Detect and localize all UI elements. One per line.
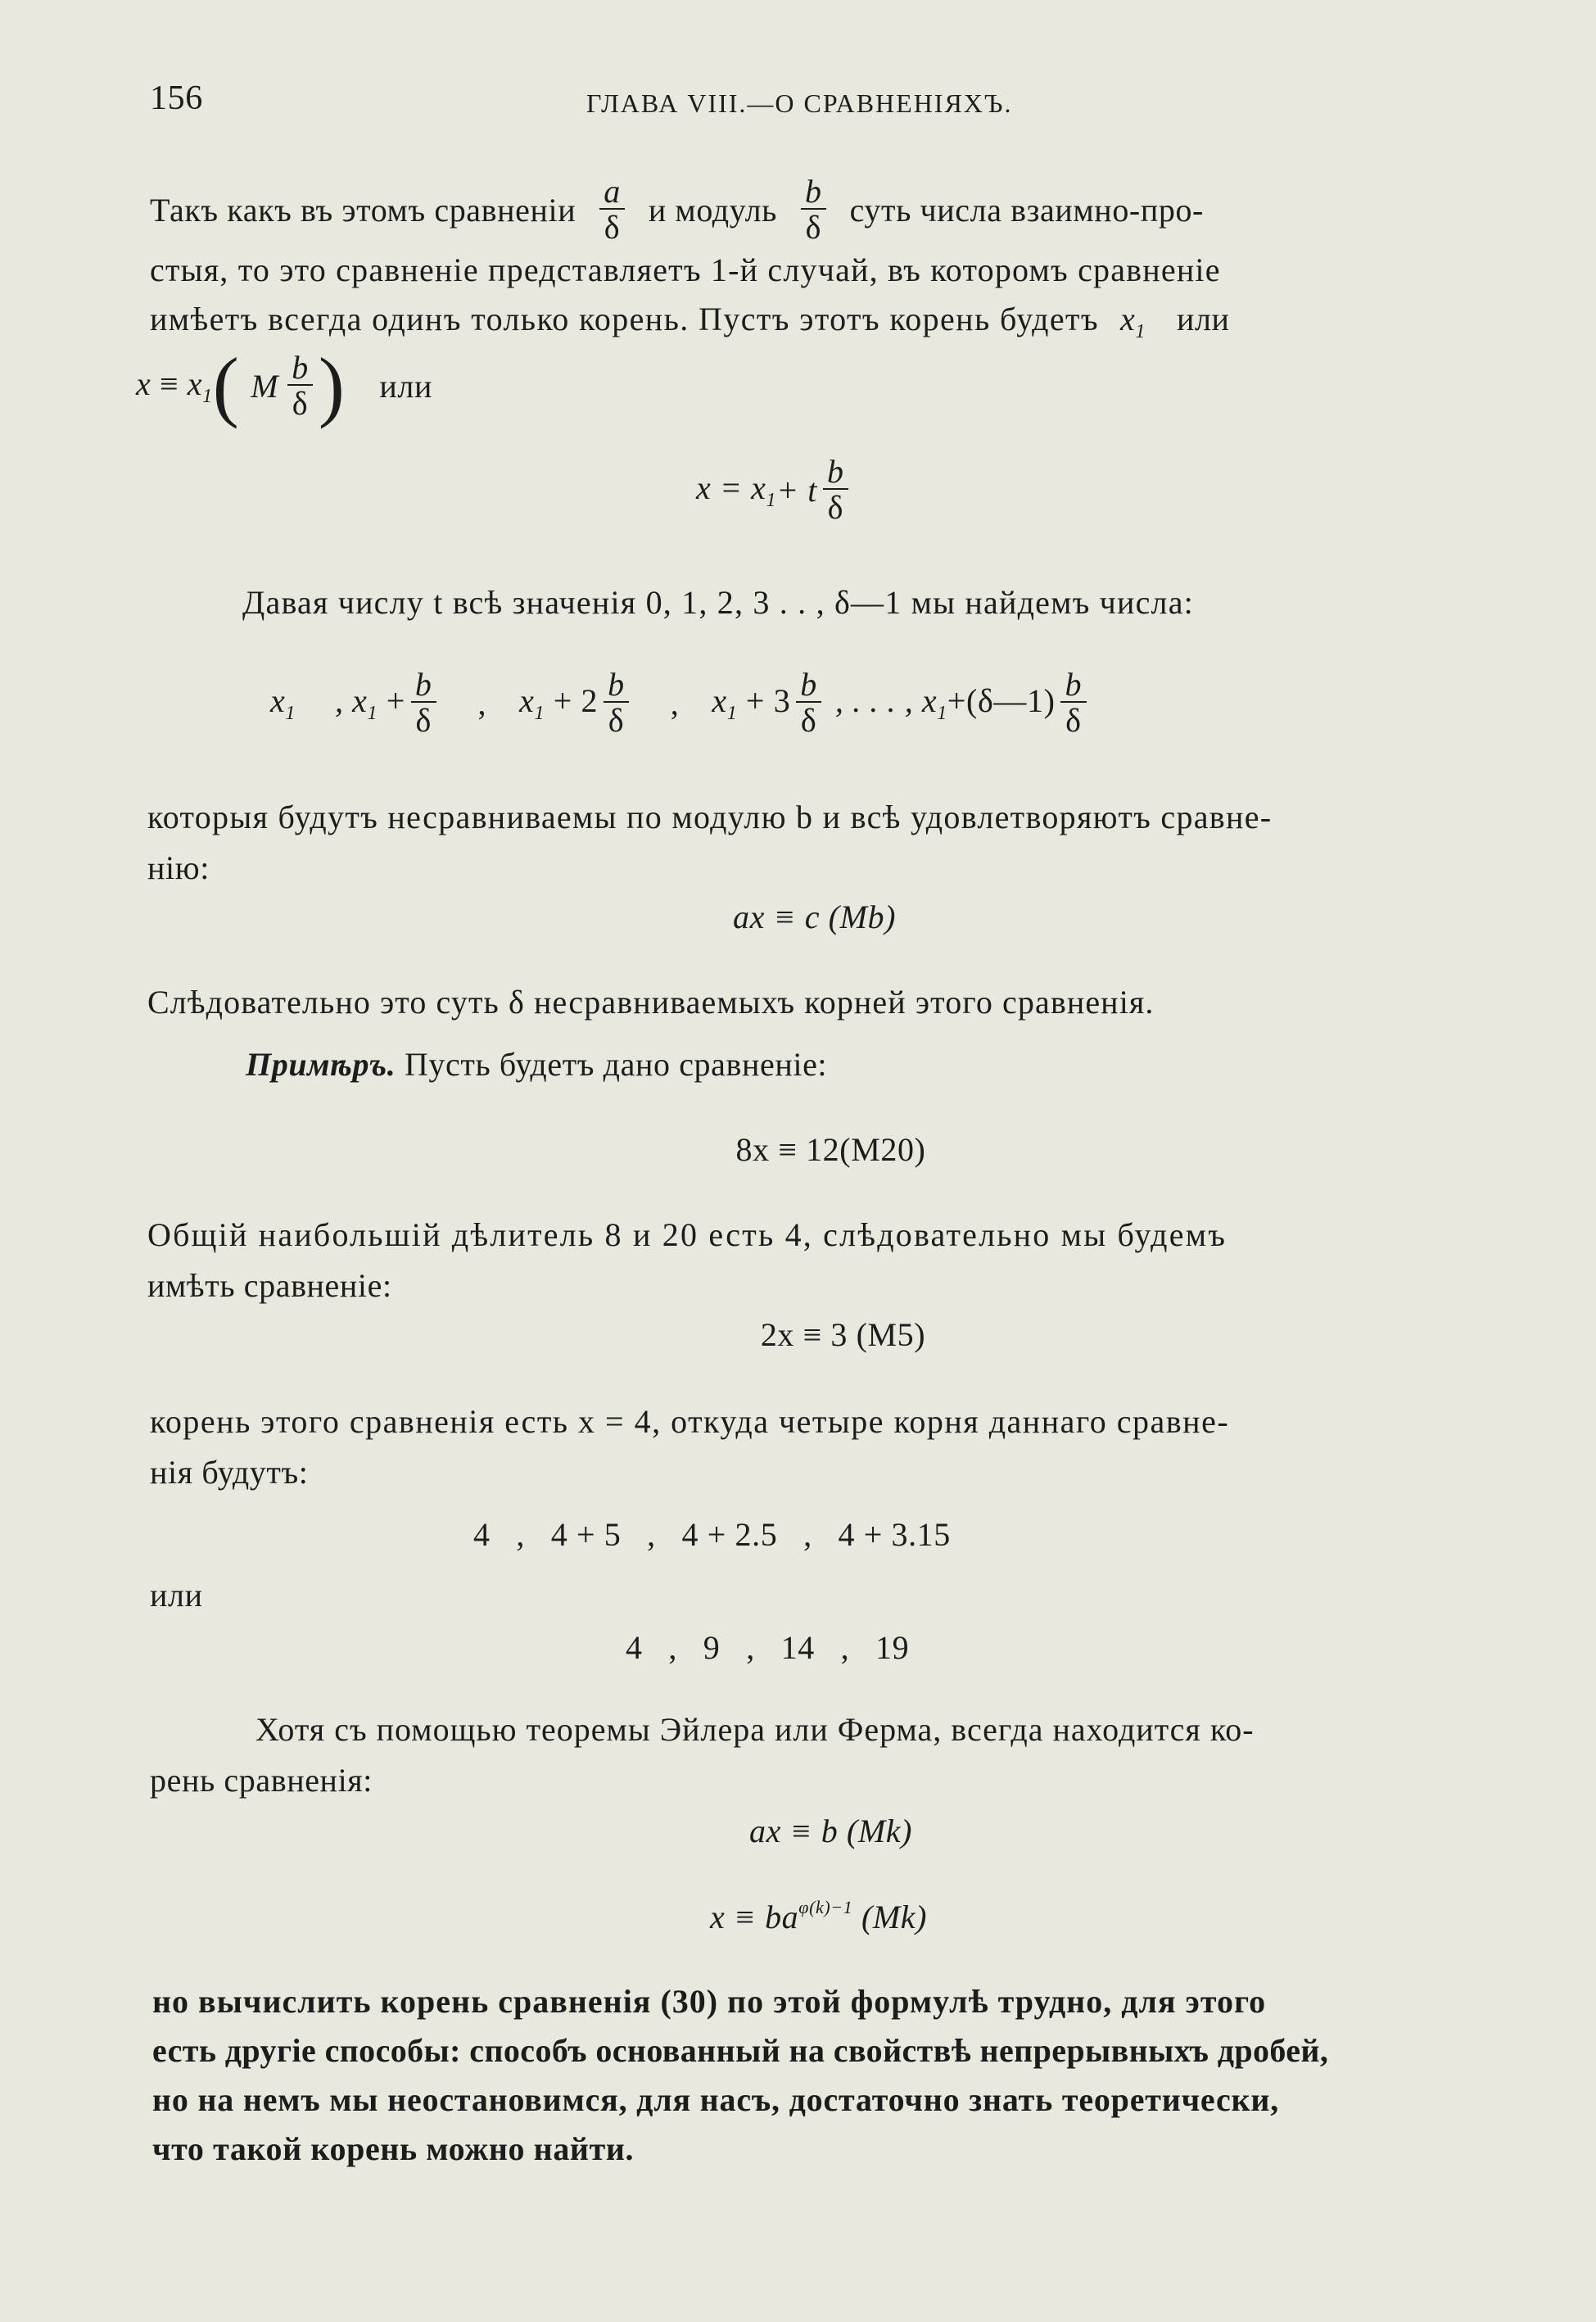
series-term-2 — [335, 681, 405, 725]
series-of-roots — [270, 662, 1092, 744]
paragraph-8-line-1: но вычислить корень сравненiя (30) по этой формулѣ трудно, для этого — [152, 1983, 1267, 2020]
comma: , — [477, 684, 487, 722]
paragraph-5-line-1: Общiй наибольшiй дѣлитель 8 и 20 есть 4, слѣдовательно мы будемъ — [147, 1216, 1228, 1253]
equation-2x: 2x ≡ 3 (M5) — [760, 1316, 926, 1353]
fraction-a-over-delta — [599, 175, 626, 244]
plus-sign: + — [745, 681, 766, 719]
paragraph-1-line-1 — [150, 170, 1204, 249]
congruence-lhs — [136, 364, 213, 408]
x1-symbol — [1120, 300, 1146, 343]
x-letter: x — [1120, 301, 1136, 337]
x-letter: x — [187, 364, 203, 402]
series-dots — [835, 681, 1056, 725]
subscript-one: 1 — [937, 702, 947, 724]
fraction-b-over-delta — [795, 668, 822, 737]
eq6-lhs: x ≡ ba — [709, 1899, 799, 1935]
series-term-2-text: , x — [334, 681, 368, 719]
p1-text-b: и модуль — [648, 191, 777, 229]
subscript-one: 1 — [726, 702, 738, 724]
right-paren: ) — [318, 342, 346, 429]
denominator-delta: δ — [823, 488, 848, 524]
numerator-b: b — [805, 173, 822, 210]
comma: , — [670, 684, 680, 722]
paragraph-1-line-2: стыя, то это сравненiе представляетъ 1-й случай, въ которомъ сравненiе — [150, 251, 1221, 288]
fraction-b-over-delta — [287, 351, 314, 420]
p1-line-3-tail: или — [1176, 301, 1230, 337]
fraction-b-over-delta — [800, 175, 827, 244]
series-term-1 — [270, 681, 296, 725]
paragraph-1-line-3 — [150, 300, 1230, 343]
eq1-lhs — [696, 468, 776, 512]
denominator-delta: δ — [604, 701, 629, 737]
roots-list-1: 4 , 4 + 5 , 4 + 2.5 , 4 + 3.15 — [473, 1516, 951, 1553]
p1-text-a: Такъ какъ въ этомъ сравненiи — [150, 191, 576, 229]
paragraph-4: Слѣдовательно это суть δ несравниваемыхъ корней этого сравненiя. — [147, 984, 1155, 1021]
p1-line-3-text: имѣетъ всегда одинъ только корень. Пустъ этотъ корень будетъ — [150, 301, 1099, 337]
numerator-b: b — [800, 666, 817, 703]
paragraph-8-line-4: что такой корень можно найти. — [152, 2130, 635, 2167]
or-text: или — [150, 1577, 203, 1614]
running-title: ГЛАВА VIII.—О СРАВНЕНIЯХЪ. — [586, 88, 1013, 118]
fraction-b-over-delta — [822, 455, 849, 524]
plus-sign: + — [553, 681, 572, 719]
p1-line-4-tail: или — [379, 367, 432, 405]
equation-ax-b-mk: ax ≡ b (Mk) — [748, 1813, 913, 1849]
equation-ax-c-mb: ax ≡ c (Mb) — [732, 898, 897, 935]
eq6-exponent: φ(k)−1 — [798, 1897, 853, 1917]
subscript-one: 1 — [766, 489, 777, 511]
plus-sign: + — [386, 681, 405, 719]
equation-8x: 8x ≡ 12(M20) — [735, 1131, 926, 1168]
subscript-one: 1 — [534, 702, 545, 724]
paragraph-8-line-2: есть другiе способы: способъ основанный на свойствѣ непрерывныхъ дробей, — [152, 2032, 1329, 2069]
eq1-lhs-text: x = x — [696, 468, 766, 506]
roots-list-2: 4 , 9 , 14 , 19 — [626, 1629, 910, 1666]
subscript-one: 1 — [367, 702, 378, 724]
left-paren: ( — [212, 342, 240, 429]
paragraph-1-line-4 — [136, 341, 432, 431]
equation-euler-fermat — [0, 1897, 1596, 1936]
paragraph-2: Давая числу t всѣ значенiя 0, 1, 2, 3 . . , δ—1 мы найдемъ числа: — [242, 584, 1194, 621]
denominator-delta: δ — [599, 208, 625, 244]
paragraph-5-line-2: имѣть сравненiе: — [147, 1267, 392, 1304]
x-letter: x — [519, 681, 535, 719]
example-line — [246, 1045, 827, 1084]
series-term-4 — [712, 681, 790, 725]
paragraph-6-line-1: корень этого сравненiя есть x = 4, откуда четыре корня даннаго сравне- — [150, 1403, 1230, 1440]
denominator-delta: δ — [287, 384, 313, 420]
x-letter: x — [712, 681, 727, 719]
denominator-delta: δ — [1060, 701, 1086, 737]
coefficient-2: 2 — [581, 681, 599, 719]
eq6-rhs: (Mk) — [852, 1899, 928, 1935]
fraction-b-over-delta — [603, 668, 630, 737]
p1-text-c: суть числа взаимно-про- — [849, 191, 1204, 229]
series-dots-text: , . . . , x — [834, 681, 938, 719]
series-last-coefficient: +(δ—1) — [947, 681, 1056, 719]
page-number: 156 — [150, 79, 203, 117]
numerator-b: b — [608, 666, 625, 703]
paragraph-7-line-1: Хотя съ помощью теоремы Эйлера или Ферма, всегда находится ко- — [255, 1711, 1255, 1748]
fraction-b-over-delta — [1060, 668, 1087, 737]
numerator-a: a — [604, 173, 621, 210]
example-label: Примѣръ. — [246, 1046, 396, 1083]
subscript-one: 1 — [1135, 321, 1146, 342]
fraction-b-over-delta — [410, 668, 437, 737]
coefficient-3: 3 — [773, 681, 791, 719]
example-text: Пусть будетъ дано сравненiе: — [404, 1046, 828, 1083]
x-letter: x — [270, 681, 286, 719]
paragraph-3-line-1: которыя будутъ несравниваемы по модулю b и всѣ удовлетворяютъ сравне- — [147, 799, 1273, 835]
denominator-delta: δ — [796, 701, 821, 737]
numerator-b: b — [827, 453, 844, 490]
paragraph-3-line-2: нiю: — [147, 849, 210, 886]
paragraph-6-line-2: нiя будутъ: — [150, 1454, 309, 1491]
denominator-delta: δ — [801, 208, 826, 244]
series-term-3 — [519, 681, 598, 725]
equation-x-equals — [696, 449, 854, 531]
denominator-delta: δ — [411, 701, 436, 737]
x-letter: x — [136, 364, 151, 402]
numerator-b: b — [292, 349, 309, 386]
paragraph-7-line-2: рень сравненiя: — [150, 1762, 373, 1799]
numerator-b: b — [414, 666, 432, 703]
subscript-one: 1 — [202, 385, 213, 407]
subscript-one: 1 — [285, 702, 296, 724]
eq1-mid: + t — [776, 471, 818, 509]
numerator-b: b — [1065, 666, 1083, 703]
paragraph-8-line-3: но на немъ мы неостановимся, для насъ, достаточно знать теоретически, — [152, 2081, 1280, 2118]
congruent-sign: ≡ — [159, 364, 179, 402]
modulus-M: M — [251, 367, 279, 405]
